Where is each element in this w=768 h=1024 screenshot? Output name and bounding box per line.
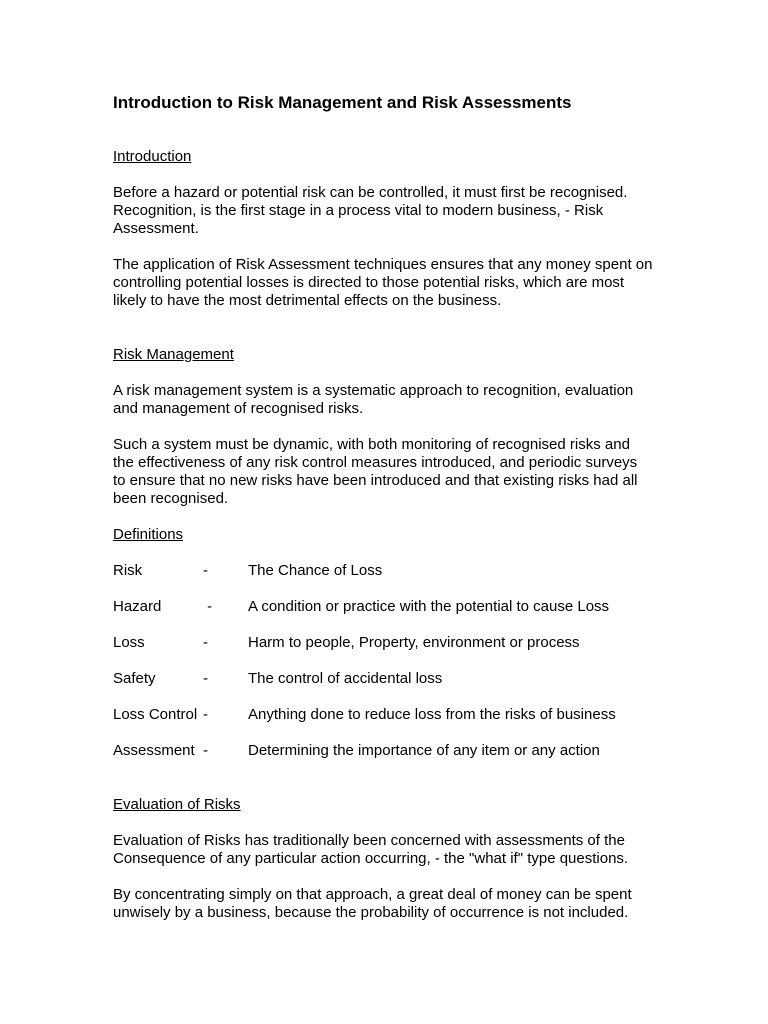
- definition-term: Assessment: [113, 742, 195, 759]
- definition-row: [113, 706, 658, 724]
- definition-dash: -: [203, 562, 208, 579]
- definition-term: Loss: [113, 634, 145, 651]
- definition-row: [113, 562, 658, 580]
- definition-description: Harm to people, Property, environment or process: [248, 634, 580, 651]
- definition-description: The control of accidental loss: [248, 670, 443, 687]
- introduction-paragraph-1: Before a hazard or potential risk can be controlled, it must first be recognised. Recognition, is the first stage in a process vital to modern business, - Risk Assessment.: [113, 184, 628, 237]
- risk-management-heading: Risk Management: [113, 346, 234, 363]
- definition-row: [113, 634, 658, 652]
- definition-term: Hazard: [113, 598, 162, 615]
- definitions-table: [113, 562, 658, 760]
- definition-row: [113, 598, 658, 616]
- definition-dash: -: [203, 670, 208, 687]
- definition-dash: -: [203, 634, 208, 651]
- risk-management-paragraph-1: A risk management system is a systematic approach to recognition, evaluation and management of recognised risks.: [113, 382, 634, 417]
- definition-row: [113, 742, 658, 760]
- introduction-heading: Introduction: [113, 148, 192, 165]
- evaluation-heading: Evaluation of Risks: [113, 796, 241, 813]
- definition-term: Risk: [113, 562, 143, 579]
- definition-description: A condition or practice with the potential to cause Loss: [248, 598, 610, 615]
- definition-term: Loss Control: [113, 706, 198, 723]
- definition-description: The Chance of Loss: [248, 562, 383, 579]
- definition-description: Determining the importance of any item or any action: [248, 742, 600, 759]
- definition-dash: -: [203, 706, 208, 723]
- risk-management-paragraph-2: Such a system must be dynamic, with both monitoring of recognised risks and the effectiveness of any risk control measures introduced, and periodic surveys to ensure that no new risks have been introduced and that existing risks had all been recognised.: [113, 436, 638, 507]
- definition-description: Anything done to reduce loss from the risks of business: [248, 706, 616, 723]
- introduction-paragraph-2: The application of Risk Assessment techniques ensures that any money spent on controlling potential losses is directed to those potential risks, which are most likely to have the most detrimental effects on the business.: [113, 256, 653, 309]
- definition-dash: -: [203, 598, 213, 615]
- definition-row: [113, 670, 658, 688]
- document-page: [113, 92, 658, 922]
- definitions-heading: Definitions: [113, 526, 184, 543]
- evaluation-paragraph-1: Evaluation of Risks has traditionally been concerned with assessments of the Consequence of any particular action occurring, - the "what if" type questions.: [113, 832, 629, 867]
- definition-dash: -: [203, 742, 208, 759]
- definition-term: Safety: [113, 670, 156, 687]
- evaluation-paragraph-2: By concentrating simply on that approach, a great deal of money can be spent unwisely by a business, because the probability of occurrence is not included.: [113, 886, 632, 921]
- document-title: Introduction to Risk Management and Risk Assessments: [113, 93, 572, 112]
